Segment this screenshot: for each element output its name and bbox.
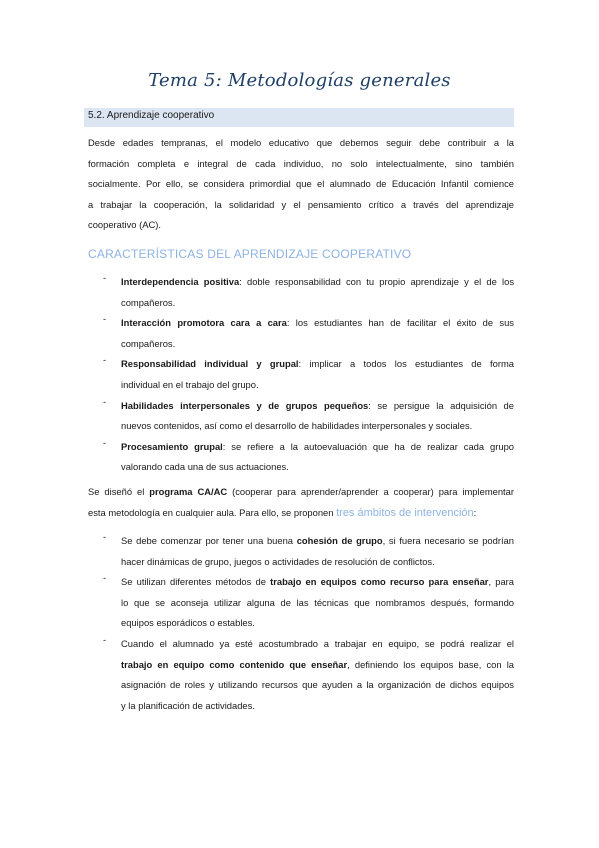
list-item <box>88 437 514 478</box>
item-text: , para <box>488 576 514 588</box>
item-term: Procesamiento grupal <box>121 440 223 452</box>
characteristics-list <box>88 272 514 478</box>
list-dash: - <box>103 313 107 325</box>
document-title: Tema 5: Metodologías generales <box>148 70 451 91</box>
list-item <box>88 272 514 313</box>
list-item <box>88 313 514 354</box>
item-text: asignación de roles y utilizando recursos que ayuden a la organización de dichos equipos <box>121 679 514 691</box>
characteristics-heading: CARACTERÍSTICAS DEL APRENDIZAJE COOPERATIVO <box>88 247 412 261</box>
list-item <box>88 572 514 634</box>
item-text: y la planificación de actividades. <box>121 699 255 711</box>
item-text: : los estudiantes han de facilitar el éxito de sus <box>286 317 514 329</box>
list-item <box>88 396 514 437</box>
item-text: valorando cada una de sus actuaciones. <box>121 461 289 473</box>
item-text: individual en el trabajo del grupo. <box>121 378 259 390</box>
item-text: nuevos contenidos, así como el desarrollo de habilidades interpersonales y sociales. <box>121 420 473 432</box>
item-text: lo que se aconseja utilizar alguna de las técnicas que nombramos después, formando <box>121 596 514 608</box>
item-term: trabajo en equipo como contenido que enseñar <box>121 658 348 670</box>
item-text: hacer dinámicas de grupo, juegos o actividades de resolución de conflictos. <box>121 555 435 567</box>
item-text: Cuando el alumnado ya esté acostumbrado a trabajar en equipo, se podrá realizar el <box>121 637 514 649</box>
item-text: Se utilizan diferentes métodos de <box>121 576 271 588</box>
ambitos-list <box>88 531 514 716</box>
item-term: Responsabilidad individual y grupal <box>121 358 299 370</box>
program-highlight: tres ámbitos de intervención <box>336 506 474 519</box>
intro-line: cooperativo (AC). <box>88 219 161 231</box>
program-text: esta metodología en cualquier aula. Para ello, se proponen <box>88 506 337 518</box>
list-item <box>88 354 514 395</box>
intro-line: Desde edades tempranas, el modelo educativo que debemos seguir debe contribuir a la <box>88 137 514 148</box>
item-text: , definiendo los equipos base, con la <box>347 658 515 670</box>
program-text: Se diseñó el <box>88 486 150 497</box>
list-dash: - <box>103 531 107 542</box>
list-dash: - <box>103 354 107 366</box>
item-text: : se refiere a la autoevaluación que ha de realizar cada grupo <box>222 440 515 452</box>
section-header-bar <box>84 108 514 127</box>
item-term: trabajo en equipos como recurso para enseñar <box>270 576 489 588</box>
item-term: Interdependencia positiva <box>121 276 240 287</box>
intro-line: socialmente. Por ello, se considera primordial que el alumnado de Educación Infantil comience <box>88 178 514 190</box>
item-text: compañeros. <box>121 296 176 308</box>
intro-paragraph <box>88 133 514 236</box>
list-item <box>88 531 514 572</box>
program-paragraph <box>88 482 514 523</box>
item-text: compañeros. <box>121 337 176 349</box>
program-name: programa CA/AC <box>149 486 228 497</box>
list-dash: - <box>103 633 107 645</box>
section-heading: 5.2. Aprendizaje cooperativo <box>88 110 215 121</box>
item-term: cohesión de grupo <box>296 535 383 546</box>
item-text: : se persigue la adquisición de <box>368 399 514 411</box>
list-item <box>88 634 514 716</box>
list-dash: - <box>103 572 107 584</box>
program-text: (cooperar para aprender/aprender a cooperar) para implementar <box>227 486 514 497</box>
item-text: equipos esporádicos o estables. <box>121 617 255 629</box>
item-text: : doble responsabilidad con tu propio aprendizaje y el de los <box>239 276 515 287</box>
list-dash: - <box>103 436 107 448</box>
intro-line: a trabajar la cooperación, la solidaridad y el pensamiento crítico a través del aprendizaje <box>88 198 514 210</box>
item-term: Habilidades interpersonales y de grupos pequeños <box>121 399 369 411</box>
item-text: , si fuera necesario se podrían <box>382 535 514 546</box>
intro-line: formación completa e integral de cada individuo, no solo intelectualmente, sino también <box>88 157 514 169</box>
program-text: : <box>473 506 477 518</box>
list-dash: - <box>103 395 107 407</box>
item-text: Se debe comenzar por tener una buena <box>121 535 297 546</box>
item-term: Interacción promotora cara a cara <box>121 317 287 329</box>
item-text: : implicar a todos los estudiantes de forma <box>298 358 514 370</box>
list-dash: - <box>103 272 107 283</box>
